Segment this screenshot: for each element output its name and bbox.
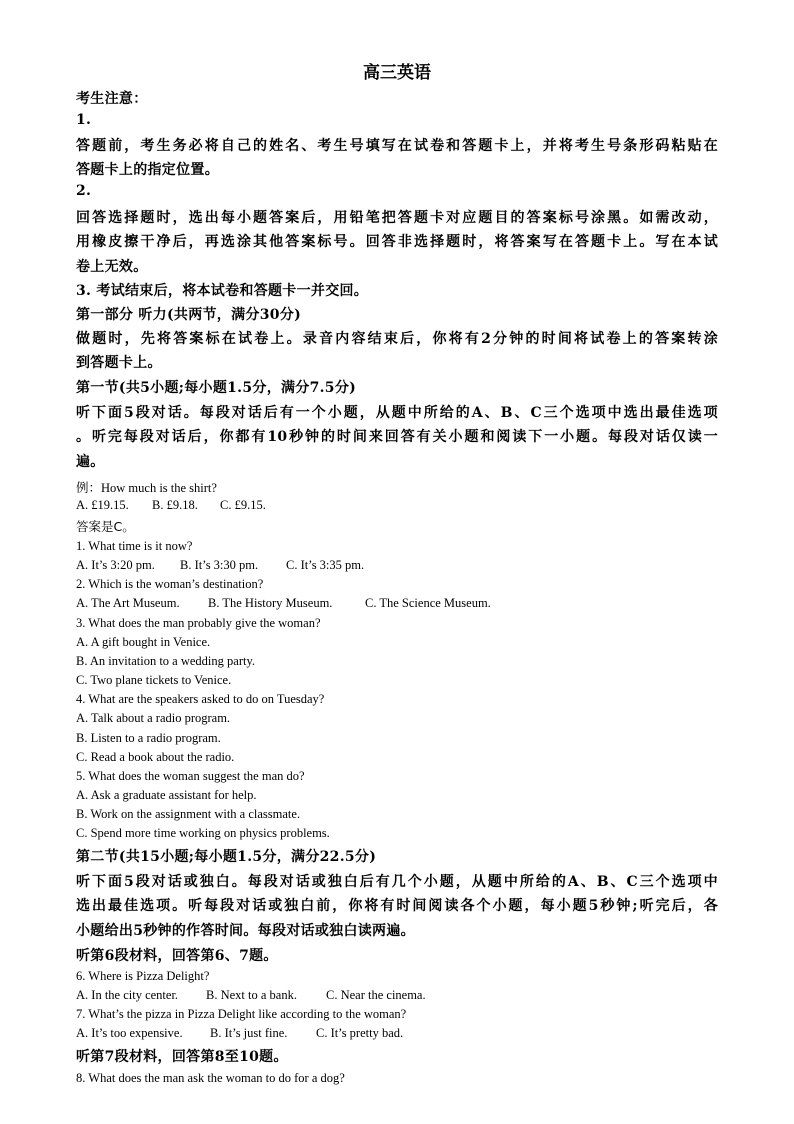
question-6-option-b: B. Next to a bank. xyxy=(206,988,297,1002)
question-3: 3. What does the man probably give the woman? xyxy=(76,616,321,630)
question-5-option-b: B. Work on the assignment with a classmate. xyxy=(76,807,301,821)
question-3-option-b: B. An invitation to a wedding party. xyxy=(76,654,256,668)
example-option-c: C. £9.15. xyxy=(220,498,266,512)
section2-heading: 第二节(共15小题;每小题1.5分，满分22.5分) xyxy=(76,849,377,865)
example-answer: 答案是C。 xyxy=(76,519,135,534)
material-6-heading: 听第6段材料，回答第6、7题。 xyxy=(76,948,278,964)
question-2: 2. Which is the woman’s destination? xyxy=(76,577,264,591)
question-7: 7. What’s the pizza in Pizza Delight like according to the woman? xyxy=(76,1007,407,1021)
section1-heading: 第一节(共5小题;每小题1.5分，满分7.5分) xyxy=(76,380,357,396)
question-4-option-b: B. Listen to a radio program. xyxy=(76,731,221,745)
question-6-option-a: A. In the city center. xyxy=(76,988,179,1002)
notice-2-line-2: 用橡皮擦干净后，再选涂其他答案标号。回答非选择题时，将答案写在答题卡上。写在本试 xyxy=(76,234,718,250)
section1-instruction-1: 听下面5段对话。每段对话后有一个小题，从题中所给的A、B、C三个选项中选出最佳选项 xyxy=(76,405,718,421)
section2-instruction-1: 听下面5段对话或独白。每段对话或独白后有几个小题，从题中所给的A、B、C三个选项中 xyxy=(76,874,718,890)
question-2-option-a: A. The Art Museum. xyxy=(76,596,180,610)
part1-heading: 第一部分 听力(共两节，满分30分) xyxy=(76,307,302,323)
question-5: 5. What does the woman suggest the man do? xyxy=(76,769,305,783)
section2-instruction-3: 小题给出5秒钟的作答时间。每段对话或独白读两遍。 xyxy=(76,923,415,939)
question-6-option-c: C. Near the cinema. xyxy=(326,988,426,1002)
question-4-option-a: A. Talk about a radio program. xyxy=(76,711,231,725)
question-2-option-b: B. The History Museum. xyxy=(208,596,333,610)
example-option-a: A. £19.15. xyxy=(76,498,129,512)
part1-instruction-2: 到答题卡上。 xyxy=(76,355,162,371)
question-1: 1. What time is it now? xyxy=(76,539,193,553)
example-options xyxy=(76,498,266,513)
notice-2-line-3: 卷上无效。 xyxy=(76,259,148,275)
part1-instruction-1: 做题时，先将答案标在试卷上。录音内容结束后，你将有2分钟的时间将试卷上的答案转涂 xyxy=(76,331,718,347)
question-7-option-c: C. It’s pretty bad. xyxy=(316,1026,404,1040)
question-6: 6. Where is Pizza Delight? xyxy=(76,969,210,983)
question-7-option-a: A. It’s too expensive. xyxy=(76,1026,183,1040)
notice-3-line: 3. 考试结束后，将本试卷和答题卡一并交回。 xyxy=(76,283,369,299)
question-3-option-a: A. A gift bought in Venice. xyxy=(76,635,211,649)
notice-heading: 考生注意： xyxy=(76,91,148,107)
question-6-options xyxy=(76,988,426,1003)
question-4-option-c: C. Read a book about the radio. xyxy=(76,750,235,764)
section2-instruction-2: 选出最佳选项。听每段对话或独白前，你将有时间阅读各个小题，每小题5秒钟;听完后，各 xyxy=(76,898,718,914)
example-question: 例：How much is the shirt? xyxy=(76,481,217,495)
question-1-option-c: C. It’s 3:35 pm. xyxy=(286,558,365,572)
question-7-options xyxy=(76,1026,403,1041)
question-2-options xyxy=(76,596,491,611)
material-7-heading: 听第7段材料，回答第8至10题。 xyxy=(76,1049,288,1065)
notice-1-line-1: 答题前，考生务必将自己的姓名、考生号填写在试卷和答题卡上，并将考生号条形码粘贴在 xyxy=(76,138,718,154)
question-2-option-c: C. The Science Museum. xyxy=(365,596,491,610)
section1-instruction-2: 。听完每段对话后，你都有10秒钟的时间来回答有关小题和阅读下一小题。每段对话仅读一 xyxy=(76,429,718,445)
notice-2-number: 2. xyxy=(76,183,92,199)
question-8: 8. What does the man ask the woman to do for a dog? xyxy=(76,1071,345,1085)
section1-instruction-3: 遍。 xyxy=(76,454,105,470)
question-1-option-b: B. It’s 3:30 pm. xyxy=(180,558,259,572)
question-1-options xyxy=(76,558,364,573)
question-3-option-c: C. Two plane tickets to Venice. xyxy=(76,673,232,687)
question-7-option-b: B. It’s just fine. xyxy=(210,1026,288,1040)
page-title: 高三英语 xyxy=(363,63,431,83)
question-5-option-c: C. Spend more time working on physics problems. xyxy=(76,826,330,840)
notice-2-line-1: 回答选择题时，选出每小题答案后，用铅笔把答题卡对应题目的答案标号涂黑。如需改动， xyxy=(76,210,718,226)
question-4: 4. What are the speakers asked to do on Tuesday? xyxy=(76,692,325,706)
question-1-option-a: A. It’s 3:20 pm. xyxy=(76,558,155,572)
question-5-option-a: A. Ask a graduate assistant for help. xyxy=(76,788,257,802)
notice-1-number: 1. xyxy=(76,112,92,128)
notice-1-line-2: 答题卡上的指定位置。 xyxy=(76,162,219,178)
example-option-b: B. £9.18. xyxy=(152,498,198,512)
